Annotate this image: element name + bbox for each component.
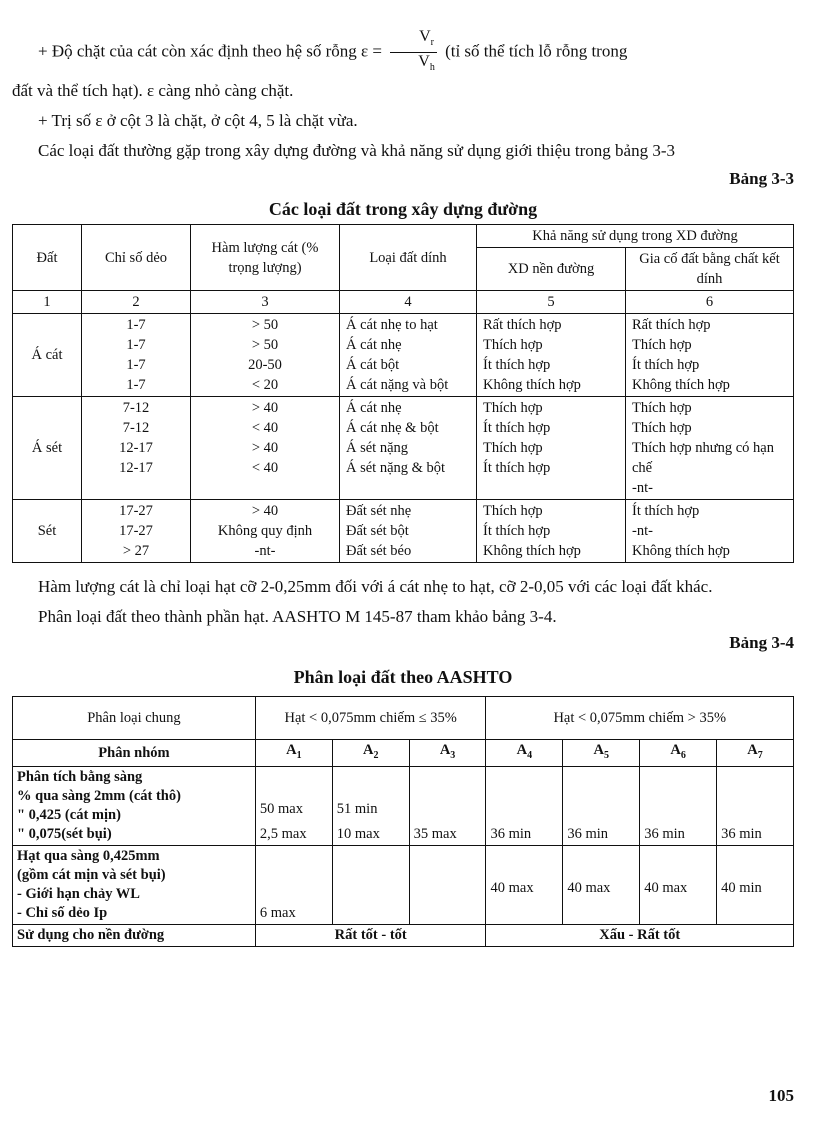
sieve-0425-value bbox=[567, 800, 635, 819]
cell-line: Không thích hợp bbox=[632, 543, 730, 560]
table-3-4 bbox=[12, 696, 794, 947]
cell-line: 20-50 bbox=[248, 357, 282, 374]
usage-label: Sử dụng cho nền đường bbox=[13, 925, 256, 947]
fine-values bbox=[255, 846, 332, 925]
cell-line: 1-7 bbox=[126, 317, 146, 334]
header-xdnen: XD nền đường bbox=[477, 248, 626, 291]
sieve-0425-value bbox=[644, 800, 712, 819]
header-loaidat: Loại đất dính bbox=[340, 225, 477, 291]
cell-line: Thích hợp bbox=[483, 400, 543, 417]
page-number: 105 bbox=[768, 1086, 794, 1105]
cell-line: Á cát nhẹ bbox=[346, 400, 402, 417]
group-a6 bbox=[640, 740, 717, 767]
cell-line: 17-27 bbox=[119, 523, 153, 540]
paragraph-void-ratio-cont: đất và thể tích hạt). ε càng nhỏ càng chặt. bbox=[12, 81, 294, 101]
cell-line: Không thích hợp bbox=[632, 377, 730, 394]
colnum: 6 bbox=[626, 291, 794, 314]
cell-line: Ít thích hợp bbox=[483, 420, 551, 437]
subscript: h bbox=[429, 62, 435, 74]
wl-value: 40 max bbox=[644, 880, 688, 897]
header-hamluong: Hàm lượng cát (% trọng lượng) bbox=[191, 225, 340, 291]
cell-line: Thích hợp bbox=[483, 337, 543, 354]
cell-line: Thích hợp bbox=[632, 420, 692, 437]
soil-group-name: Sét bbox=[13, 500, 82, 563]
cell-line: Thích hợp bbox=[632, 337, 692, 354]
soil-group-col-5 bbox=[477, 397, 626, 500]
sieve-values bbox=[640, 767, 717, 846]
group-a1 bbox=[255, 740, 332, 767]
sieve-0075-value: 36 min bbox=[721, 826, 762, 843]
ip-value bbox=[490, 904, 558, 923]
cell-line: 1-7 bbox=[126, 377, 146, 394]
group-number: 1 bbox=[296, 750, 302, 762]
cell-line: Đất sét bột bbox=[346, 523, 409, 540]
cell-line: > 50 bbox=[251, 317, 279, 334]
cell-line: Không thích hợp bbox=[483, 543, 581, 560]
wl-value: 40 max bbox=[490, 880, 534, 897]
group-a7 bbox=[717, 740, 794, 767]
soil-group-col-2 bbox=[82, 397, 191, 500]
wl-value bbox=[260, 879, 328, 898]
sieve-values bbox=[563, 767, 640, 846]
sieve-0425-value: 51 min bbox=[336, 801, 378, 818]
sieve-values bbox=[332, 767, 409, 846]
cell-line: < 20 bbox=[251, 377, 279, 394]
sieve-label-line: Phân tích bằng sàng bbox=[17, 769, 143, 786]
fine-label-line: Hạt qua sàng 0,425mm bbox=[17, 848, 160, 865]
soil-group-col-4 bbox=[340, 500, 477, 563]
cell-line: Rất thích hợp bbox=[483, 317, 562, 334]
cell-line: Không quy định bbox=[217, 523, 313, 540]
paragraph-intro-table33: Các loại đất thường gặp trong xây dựng đường và khả năng sử dụng giới thiệu trong bảng 3-3 bbox=[38, 141, 675, 161]
fine-label-line: - Giới hạn chảy WL bbox=[17, 886, 140, 903]
cell-line: 7-12 bbox=[122, 420, 150, 437]
group-a4 bbox=[486, 740, 563, 767]
colnum: 4 bbox=[340, 291, 477, 314]
p1-after: (tỉ số thể tích lỗ rỗng trong bbox=[445, 41, 628, 61]
cell-line: Ít thích hợp bbox=[483, 460, 551, 477]
cell-line: Á cát nhẹ & bột bbox=[346, 420, 439, 437]
cell-line: -nt- bbox=[254, 543, 276, 560]
group-number: 6 bbox=[680, 750, 686, 762]
fine-label-line: - Chỉ số dẻo Ip bbox=[17, 905, 108, 922]
void-ratio-fraction bbox=[390, 28, 437, 77]
wl-value bbox=[337, 879, 405, 898]
soil-group-col-3 bbox=[191, 314, 340, 397]
cell-line: Ít thích hợp bbox=[483, 357, 551, 374]
fine-values bbox=[717, 846, 794, 925]
cell-line: > 27 bbox=[122, 543, 150, 560]
colnum: 3 bbox=[191, 291, 340, 314]
cell-line: > 40 bbox=[251, 503, 279, 520]
group-number: 7 bbox=[757, 750, 763, 762]
table34-label: Bảng 3-4 bbox=[729, 633, 794, 653]
soil-group-row bbox=[13, 397, 794, 500]
sieve-0425-value bbox=[490, 800, 558, 819]
paragraph-void-ratio bbox=[12, 28, 794, 77]
header-giaco: Gia cố đất bằng chất kết dính bbox=[626, 248, 794, 291]
cell-line: 12-17 bbox=[119, 440, 153, 457]
group-a5 bbox=[563, 740, 640, 767]
soil-group-col-6 bbox=[626, 500, 794, 563]
group-letter: A bbox=[362, 742, 374, 759]
cell-line: Á cát nặng và bột bbox=[346, 377, 449, 394]
cell-line: 1-7 bbox=[126, 357, 146, 374]
group-letter: A bbox=[747, 742, 758, 759]
cell-line: Đất sét béo bbox=[346, 543, 412, 560]
cell-line: Ít thích hợp bbox=[632, 503, 700, 520]
group-a2 bbox=[332, 740, 409, 767]
fine-values bbox=[563, 846, 640, 925]
cell-line: Ít thích hợp bbox=[483, 523, 551, 540]
fine-label-line: (gồm cát mịn và sét bụi) bbox=[17, 867, 166, 884]
sieve-values bbox=[409, 767, 486, 846]
cell-line: -nt- bbox=[632, 523, 653, 540]
cell-line: Rất thích hợp bbox=[632, 317, 711, 334]
cell-line: Đất sét nhẹ bbox=[346, 503, 412, 520]
colnum: 5 bbox=[477, 291, 626, 314]
sieve-values bbox=[255, 767, 332, 846]
paragraph-epsilon: + Trị số ε ở cột 3 là chặt, ở cột 4, 5 là chặt vừa. bbox=[38, 111, 358, 131]
cell-line: Không thích hợp bbox=[483, 377, 581, 394]
cell-line: Á sét nặng bbox=[346, 440, 409, 457]
usage-left: Rất tốt - tốt bbox=[255, 925, 486, 947]
fine-values bbox=[486, 846, 563, 925]
table33-title: Các loại đất trong xây dựng đường bbox=[268, 199, 538, 220]
sieve-values bbox=[486, 767, 563, 846]
group-number: 3 bbox=[450, 750, 456, 762]
header-gt35: Hạt < 0,075mm chiếm > 35% bbox=[486, 697, 794, 740]
p1-before: + Độ chặt của cát còn xác định theo hệ số rỗng ε = bbox=[38, 41, 383, 61]
soil-group-col-3 bbox=[191, 397, 340, 500]
wl-value: 40 max bbox=[567, 880, 611, 897]
group-letter: A bbox=[516, 742, 528, 759]
soil-group-row bbox=[13, 314, 794, 397]
soil-group-name: Á sét bbox=[13, 397, 82, 500]
table33-label: Bảng 3-3 bbox=[729, 169, 794, 189]
ip-value bbox=[721, 904, 789, 923]
paragraph-aashto: Phân loại đất theo thành phần hạt. AASHTO M 145-87 tham khảo bảng 3-4. bbox=[38, 607, 557, 627]
soil-group-col-2 bbox=[82, 314, 191, 397]
usage-right: Xấu - Rất tốt bbox=[486, 925, 794, 947]
soil-group-row bbox=[13, 500, 794, 563]
header-general: Phân loại chung bbox=[13, 697, 256, 740]
cell-line: Á cát nhẹ to hạt bbox=[346, 317, 438, 334]
table34-title: Phân loại đất theo AASHTO bbox=[293, 667, 513, 688]
sieve-0075-value: 36 min bbox=[567, 826, 609, 843]
header-chiso: Chỉ số dẻo bbox=[82, 225, 191, 291]
soil-group-col-4 bbox=[340, 397, 477, 500]
sieve-0075-value: 36 min bbox=[644, 826, 685, 843]
cell-line: > 40 bbox=[251, 440, 279, 457]
cell-line: > 50 bbox=[251, 337, 279, 354]
soil-group-col-3 bbox=[191, 500, 340, 563]
soil-group-col-5 bbox=[477, 314, 626, 397]
cell-line: Thích hợp bbox=[632, 400, 692, 417]
group-letter: A bbox=[286, 742, 297, 759]
cell-line: Á cát bột bbox=[346, 357, 400, 374]
soil-group-col-6 bbox=[626, 314, 794, 397]
usage-row bbox=[13, 925, 794, 947]
wl-value bbox=[414, 879, 482, 898]
cell-line: 12-17 bbox=[119, 460, 153, 477]
cell-line: > 40 bbox=[251, 400, 279, 417]
fraction-denominator: $V_h$ bbox=[418, 53, 435, 74]
sieve-0075-value: 36 min bbox=[490, 826, 532, 843]
group-number: 5 bbox=[604, 750, 610, 762]
sieve-label-line: " 0,075(sét bụi) bbox=[17, 826, 112, 843]
header-khanang: Khả năng sử dụng trong XD đường bbox=[477, 225, 794, 248]
header-le35: Hạt < 0,075mm chiếm ≤ 35% bbox=[255, 697, 486, 740]
group-number: 2 bbox=[373, 750, 379, 762]
colnum: 1 bbox=[13, 291, 82, 314]
sieve-label-line: " 0,425 (cát mịn) bbox=[17, 807, 121, 824]
soil-group-col-4 bbox=[340, 314, 477, 397]
cell-line: Ít thích hợp bbox=[632, 357, 700, 374]
sieve-0075-value: 10 max bbox=[336, 826, 380, 843]
soil-group-col-2 bbox=[82, 500, 191, 563]
group-letter: A bbox=[593, 742, 605, 759]
ip-value bbox=[567, 904, 635, 923]
cell-line: Thích hợp nhưng có hạn chế bbox=[632, 440, 774, 477]
cell-line: -nt- bbox=[632, 480, 653, 497]
sieve-row bbox=[13, 767, 794, 846]
fine-values bbox=[640, 846, 717, 925]
cell-line: Thích hợp bbox=[483, 440, 543, 457]
soil-group-col-6 bbox=[626, 397, 794, 500]
ip-value bbox=[644, 904, 712, 923]
cell-line: 17-27 bbox=[119, 503, 153, 520]
paragraph-sand-content: Hàm lượng cát là chỉ loại hạt cỡ 2-0,25mm đối với á cát nhẹ to hạt, cỡ 2-0,05 với các loại đất khác. bbox=[38, 577, 713, 597]
sieve-0075-value: 2,5 max bbox=[259, 826, 307, 843]
cell-line: 7-12 bbox=[122, 400, 150, 417]
header-group: Phân nhóm bbox=[13, 740, 256, 767]
sieve-values bbox=[717, 767, 794, 846]
cell-line: < 40 bbox=[251, 420, 279, 437]
ip-value: 6 max bbox=[259, 905, 296, 922]
sieve-label bbox=[13, 767, 256, 846]
group-a3 bbox=[409, 740, 486, 767]
wl-value: 40 min bbox=[721, 880, 762, 897]
page bbox=[12, 24, 794, 947]
fine-values bbox=[332, 846, 409, 925]
cell-line: 1-7 bbox=[126, 337, 146, 354]
sieve-0425-value bbox=[721, 800, 789, 819]
sieve-0075-value: 35 max bbox=[413, 826, 457, 843]
ip-value bbox=[337, 904, 405, 923]
ip-value bbox=[414, 904, 482, 923]
cell-line: < 40 bbox=[251, 460, 279, 477]
group-letter: A bbox=[439, 742, 451, 759]
sieve-label-line: % qua sàng 2mm (cát thô) bbox=[17, 788, 181, 805]
fine-label bbox=[13, 846, 256, 925]
cell-line: Á cát nhẹ bbox=[346, 337, 402, 354]
fraction-numerator: $V_r$ bbox=[390, 28, 437, 53]
table-3-3 bbox=[12, 224, 794, 563]
group-letter: A bbox=[670, 742, 681, 759]
cell-line: Thích hợp bbox=[483, 503, 543, 520]
soil-group-name: Á cát bbox=[13, 314, 82, 397]
sieve-0425-value: 50 max bbox=[259, 801, 303, 818]
cell-line: Á sét nặng & bột bbox=[346, 460, 446, 477]
header-dat: Đất bbox=[13, 225, 82, 291]
fine-row bbox=[13, 846, 794, 925]
soil-group-col-5 bbox=[477, 500, 626, 563]
fine-values bbox=[409, 846, 486, 925]
subscript: r bbox=[430, 37, 434, 49]
group-number: 4 bbox=[527, 750, 533, 762]
sieve-0425-value bbox=[414, 800, 482, 819]
colnum: 2 bbox=[82, 291, 191, 314]
